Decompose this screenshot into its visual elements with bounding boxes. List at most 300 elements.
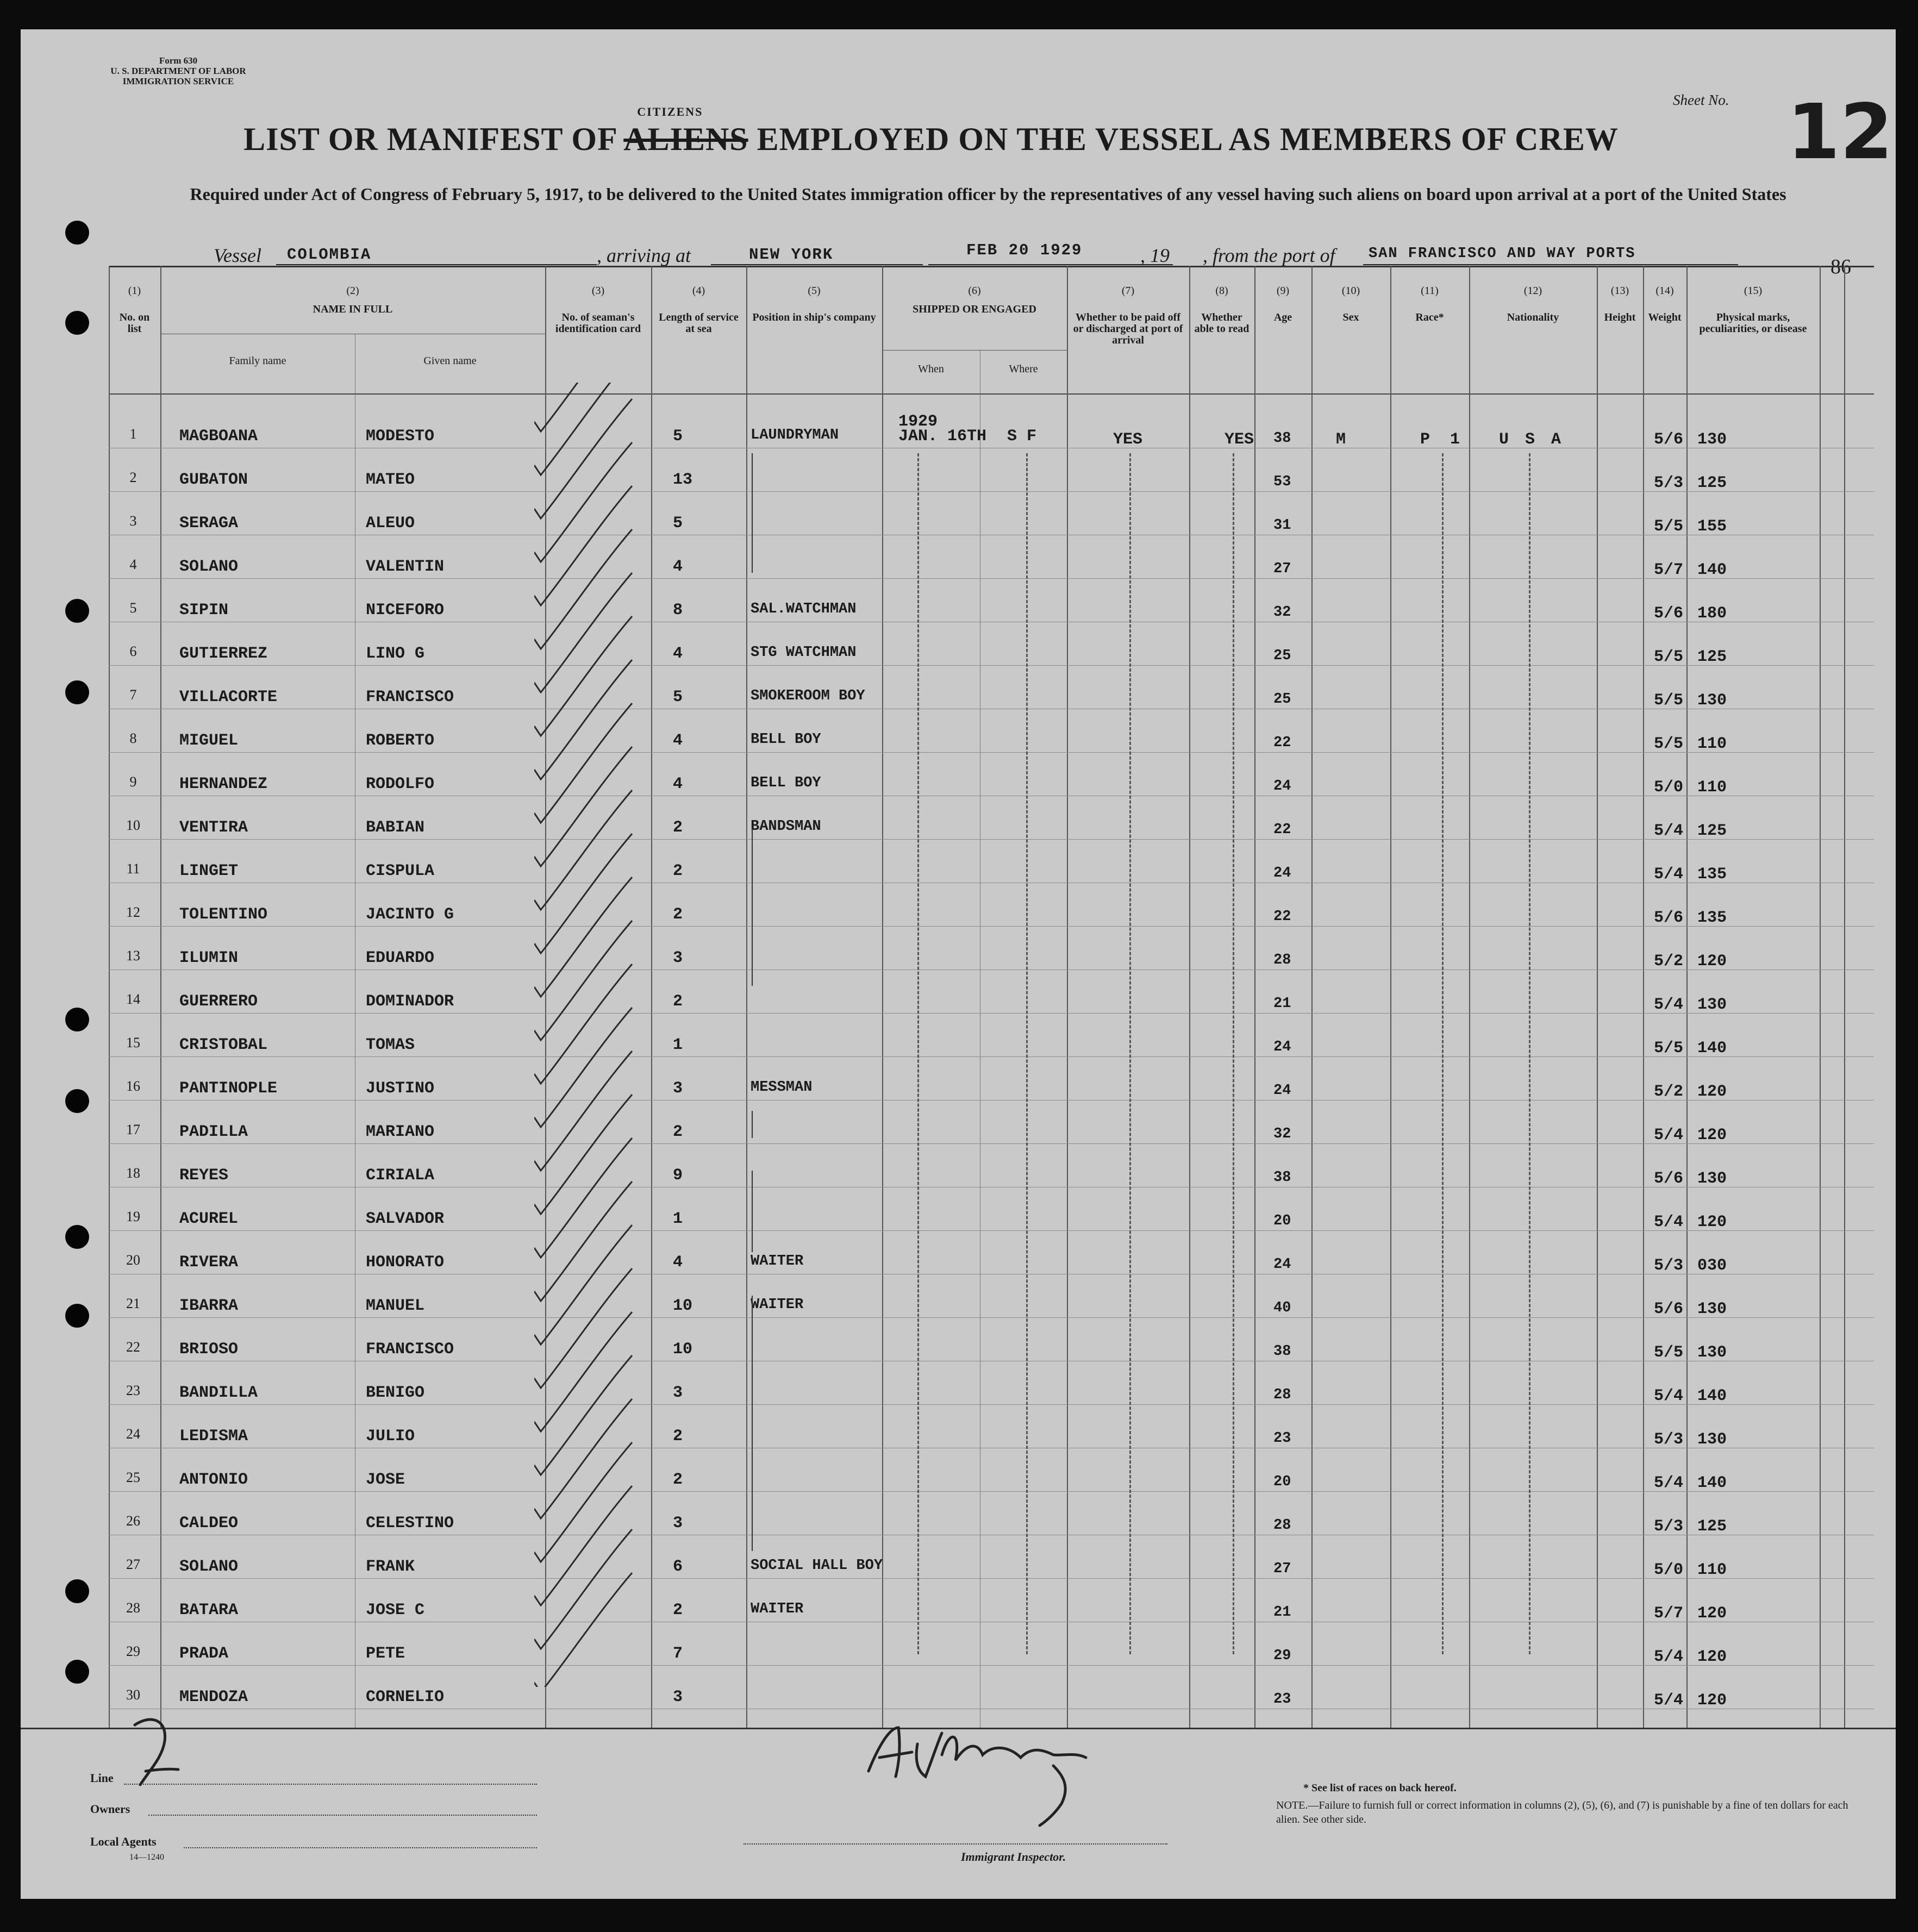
column-header: Race*	[1415, 311, 1444, 323]
height: 5/4	[1654, 1691, 1684, 1710]
given-name: CIRIALA	[366, 1166, 435, 1185]
age: 23	[1273, 1691, 1291, 1708]
height: 5/6	[1654, 909, 1684, 927]
length-of-service: 2	[673, 1427, 683, 1446]
age: 27	[1273, 561, 1291, 577]
weight: 135	[1697, 865, 1727, 884]
column-rule	[1189, 266, 1190, 1728]
page-number: 86	[1830, 255, 1851, 278]
position-ditto-bracket	[752, 1171, 753, 1252]
column-header: Age	[1273, 311, 1292, 323]
weight: 130	[1697, 430, 1727, 449]
row-rule	[109, 926, 1874, 927]
length-of-service: 2	[673, 1123, 683, 1141]
weight: 120	[1697, 1604, 1727, 1623]
given-name: MODESTO	[366, 427, 435, 446]
weight: 180	[1697, 604, 1727, 623]
year-label: , 19	[1140, 245, 1170, 266]
age: 32	[1273, 1126, 1291, 1142]
column-rule	[1820, 266, 1821, 1728]
length-of-service: 4	[673, 731, 683, 750]
from-port: SAN FRANCISCO AND WAY PORTS	[1369, 246, 1636, 262]
column-header: NAME IN FULL	[313, 303, 393, 315]
crew-table	[21, 29, 1896, 1899]
column-header: Weight	[1648, 311, 1682, 323]
weight: 110	[1697, 735, 1727, 753]
row-number: 2	[129, 470, 137, 485]
height: 5/4	[1654, 1126, 1684, 1145]
family-name: CRISTOBAL	[179, 1036, 268, 1054]
given-name: JOSE	[366, 1471, 405, 1489]
height: 5/4	[1654, 1387, 1684, 1405]
height: 5/7	[1654, 1604, 1684, 1623]
row-rule	[109, 1230, 1874, 1231]
family-name: SIPIN	[179, 601, 229, 620]
column-number: (14)	[1655, 285, 1674, 297]
family-name: PADILLA	[179, 1123, 248, 1141]
weight: 130	[1697, 1343, 1727, 1362]
weight: 130	[1697, 1430, 1727, 1449]
age: 25	[1273, 691, 1291, 708]
length-of-service: 2	[673, 1601, 683, 1620]
arrival-date-stamp: FEB 20 1929	[966, 241, 1083, 259]
family-name: GUBATON	[179, 471, 248, 489]
weight: 030	[1697, 1256, 1727, 1275]
age: 21	[1273, 1604, 1291, 1621]
line-field	[124, 1784, 537, 1785]
row-number: 29	[126, 1643, 140, 1659]
height: 5/3	[1654, 1517, 1684, 1536]
row-number: 19	[126, 1209, 140, 1224]
length-of-service: 9	[673, 1166, 683, 1185]
row-number: 17	[126, 1122, 140, 1137]
ditto-mark	[1129, 453, 1131, 1654]
column-header: Whether to be paid off or discharged at port of arrival	[1073, 311, 1183, 346]
position-ditto-bracket	[752, 1111, 753, 1138]
weight: 120	[1697, 1213, 1727, 1231]
column-subheader: When	[918, 363, 944, 375]
age: 31	[1273, 517, 1291, 534]
given-name: LINO G	[366, 645, 425, 663]
family-name: SOLANO	[179, 558, 239, 576]
weight: 155	[1697, 517, 1727, 536]
column-rule	[1844, 266, 1845, 1728]
row-rule	[109, 1665, 1874, 1666]
column-rule	[160, 266, 161, 1728]
age: 24	[1273, 778, 1291, 795]
position: BELL BOY	[751, 731, 821, 748]
weight: 140	[1697, 1039, 1727, 1058]
column-number: (13)	[1610, 285, 1629, 297]
weight: 125	[1697, 1517, 1727, 1536]
length-of-service: 3	[673, 949, 683, 967]
position: SOCIAL HALL BOY	[751, 1558, 883, 1574]
height: 5/6	[1654, 604, 1684, 623]
arriving-port: NEW YORK	[749, 246, 834, 264]
age: 27	[1273, 1561, 1291, 1577]
check-marks	[534, 383, 708, 1687]
row-rule	[109, 752, 1874, 753]
races-note: * See list of races on back hereof.	[1303, 1782, 1457, 1794]
column-subheader: Given name	[423, 355, 477, 367]
given-name: TOMAS	[366, 1036, 415, 1054]
age: 23	[1273, 1430, 1291, 1447]
row-number: 8	[129, 730, 137, 746]
height: 5/5	[1654, 691, 1684, 710]
given-name: MARIANO	[366, 1123, 435, 1141]
family-name: GUERRERO	[179, 992, 258, 1011]
column-header: Sex	[1342, 311, 1359, 323]
line-field-mark	[113, 1709, 200, 1796]
sheet-number: 12	[1787, 88, 1893, 177]
family-name: RIVERA	[179, 1253, 239, 1272]
weight: 125	[1697, 474, 1727, 492]
length-of-service: 4	[673, 775, 683, 793]
height: 5/4	[1654, 865, 1684, 884]
given-name: MANUEL	[366, 1297, 425, 1315]
row-number: 4	[129, 557, 137, 572]
column-number: (12)	[1523, 285, 1542, 297]
given-name: VALENTIN	[366, 558, 445, 576]
given-name: ALEUO	[366, 514, 415, 533]
row-number: 25	[126, 1470, 140, 1485]
length-of-service: 2	[673, 1471, 683, 1489]
family-name: VILLACORTE	[179, 688, 278, 706]
height: 5/4	[1654, 1648, 1684, 1666]
height: 5/0	[1654, 1561, 1684, 1579]
length-of-service: 10	[673, 1340, 693, 1359]
owners-label: Owners	[90, 1802, 130, 1816]
family-name: BANDILLA	[179, 1384, 258, 1402]
family-name: HERNANDEZ	[179, 775, 268, 793]
given-name: EDUARDO	[366, 949, 435, 967]
column-header: Nationality	[1507, 311, 1559, 323]
row-number: 6	[129, 643, 137, 659]
column-header: Length of service at sea	[659, 311, 739, 335]
given-name: JACINTO G	[366, 905, 454, 924]
line-label: Line	[90, 1771, 114, 1785]
height: 5/6	[1654, 430, 1684, 449]
ditto-mark	[1026, 453, 1028, 1654]
length-of-service: 1	[673, 1210, 683, 1228]
height: 5/2	[1654, 1083, 1684, 1101]
family-name: MENDOZA	[179, 1688, 248, 1706]
department: U. S. DEPARTMENT OF LABOR	[110, 66, 246, 76]
age: 24	[1273, 1039, 1291, 1055]
position: MESSMAN	[751, 1079, 813, 1096]
age: 38	[1273, 1170, 1291, 1186]
ditto-mark	[1233, 453, 1234, 1654]
row-number: 14	[126, 991, 140, 1007]
family-name: GUTIERREZ	[179, 645, 268, 663]
column-rule	[109, 266, 110, 1728]
row-rule	[109, 491, 1874, 492]
family-name: ACUREL	[179, 1210, 239, 1228]
sex: M	[1336, 430, 1346, 449]
form-number: Form 630	[159, 55, 198, 66]
from-port-label: , from the port of	[1203, 245, 1335, 266]
column-header: Position in ship's company	[752, 311, 876, 323]
column-header: Height	[1604, 311, 1636, 323]
column-header: Physical marks, peculiarities, or disease	[1699, 311, 1807, 335]
given-name: CELESTINO	[366, 1514, 454, 1533]
weight: 140	[1697, 1387, 1727, 1405]
column-number: (11)	[1421, 285, 1439, 297]
vessel-label: Vessel	[214, 245, 261, 266]
given-name: JULIO	[366, 1427, 415, 1446]
length-of-service: 2	[673, 905, 683, 924]
age: 32	[1273, 604, 1291, 621]
height: 5/3	[1654, 1256, 1684, 1275]
column-header: No. of seaman's identification card	[555, 311, 641, 335]
column-rule	[1390, 266, 1391, 1728]
weight: 120	[1697, 1083, 1727, 1101]
family-name: LEDISMA	[179, 1427, 248, 1446]
weight: 120	[1697, 1691, 1727, 1710]
position: WAITER	[751, 1297, 804, 1313]
height: 5/3	[1654, 1430, 1684, 1449]
given-name: PETE	[366, 1645, 405, 1663]
race: P	[1420, 430, 1430, 449]
row-number: 24	[126, 1426, 140, 1442]
table-top-border	[109, 266, 1874, 267]
family-name: ILUMIN	[179, 949, 239, 967]
weight: 140	[1697, 1474, 1727, 1492]
owners-field	[148, 1815, 537, 1816]
length-of-service: 5	[673, 427, 683, 446]
penalty-note: NOTE.—Failure to furnish full or correct information in columns (2), (5), (6), and (7) is punishable by a fine of ten dollars for each alien. See other side.	[1276, 1799, 1848, 1825]
arriving-label: , arriving at	[597, 245, 691, 266]
age: 40	[1273, 1300, 1291, 1316]
given-name: HONORATO	[366, 1253, 445, 1272]
length-of-service: 13	[673, 471, 693, 489]
title-inserted-word: CITIZENS	[637, 105, 703, 118]
height: 5/5	[1654, 735, 1684, 753]
column-rule	[1597, 266, 1598, 1728]
column-number: (6)	[968, 285, 981, 297]
given-name: RODOLFO	[366, 775, 435, 793]
height: 5/7	[1654, 561, 1684, 579]
column-rule	[1254, 266, 1255, 1728]
ditto-mark	[917, 453, 919, 1654]
weight: 125	[1697, 648, 1727, 666]
family-name: CALDEO	[179, 1514, 239, 1533]
local-agents-field	[184, 1847, 537, 1848]
age: 22	[1273, 822, 1291, 838]
age: 28	[1273, 952, 1291, 968]
length-of-service: 3	[673, 1384, 683, 1402]
age: 22	[1273, 909, 1291, 925]
age: 21	[1273, 996, 1291, 1012]
row-number: 18	[126, 1165, 140, 1181]
length-of-service: 4	[673, 645, 683, 663]
row-rule	[109, 1056, 1874, 1057]
title-struck-word: ALIENS CITIZENS	[623, 105, 748, 157]
given-name: CORNELIO	[366, 1688, 445, 1706]
length-of-service: 3	[673, 1514, 683, 1533]
age: 25	[1273, 648, 1291, 664]
column-rule	[1643, 266, 1644, 1728]
column-rule	[1311, 266, 1313, 1728]
column-subheader: Where	[1009, 363, 1038, 375]
family-name: IBARRA	[179, 1297, 239, 1315]
column-rule	[1686, 266, 1688, 1728]
position: WAITER	[751, 1601, 804, 1617]
form-code: 14—1240	[129, 1853, 164, 1862]
family-name: LINGET	[179, 862, 239, 880]
position-ditto-bracket	[752, 453, 753, 573]
row-rule	[109, 839, 1874, 840]
header-bottom-border	[109, 393, 1874, 395]
given-name: FRANCISCO	[366, 1340, 454, 1359]
row-number: 1	[129, 426, 137, 442]
length-of-service: 6	[673, 1558, 683, 1576]
column-number: (2)	[346, 285, 359, 297]
column-header: Whether able to read	[1194, 311, 1249, 335]
manifest-sheet	[21, 29, 1896, 1899]
able-to-read: YES	[1224, 430, 1254, 449]
shipped-when: JAN. 16TH	[898, 427, 987, 446]
height: 5/4	[1654, 996, 1684, 1014]
length-of-service: 2	[673, 862, 683, 880]
inspector-signature	[847, 1695, 1129, 1836]
family-name: MIGUEL	[179, 731, 239, 750]
given-name: BENIGO	[366, 1384, 425, 1402]
column-number: (8)	[1215, 285, 1228, 297]
weight: 130	[1697, 1300, 1727, 1318]
position: STG WATCHMAN	[751, 645, 857, 661]
column-rule	[1067, 266, 1068, 1728]
length-of-service: 2	[673, 992, 683, 1011]
family-name: SOLANO	[179, 1558, 239, 1576]
column-number: (1)	[128, 285, 141, 297]
shipped-where: S F	[1007, 427, 1037, 446]
family-name: PANTINOPLE	[179, 1079, 278, 1098]
row-number: 20	[126, 1252, 140, 1268]
column-rule	[1469, 266, 1470, 1728]
row-rule	[109, 578, 1874, 579]
age: 38	[1273, 430, 1291, 447]
age: 29	[1273, 1648, 1291, 1664]
ditto-mark	[1442, 453, 1444, 1654]
age: 24	[1273, 1083, 1291, 1099]
length-of-service: 5	[673, 514, 683, 533]
title-prefix: LIST OR MANIFEST OF	[243, 121, 617, 157]
weight: 130	[1697, 1170, 1727, 1188]
nationality: U S A	[1499, 430, 1565, 449]
given-name: ROBERTO	[366, 731, 435, 750]
weight: 110	[1697, 1561, 1727, 1579]
row-number: 13	[126, 948, 140, 964]
age: 22	[1273, 735, 1291, 751]
row-rule	[109, 1100, 1874, 1101]
given-name: FRANCISCO	[366, 688, 454, 706]
length-of-service: 1	[673, 1036, 683, 1054]
row-number: 15	[126, 1035, 140, 1051]
sheet-label: Sheet No.	[1673, 92, 1729, 108]
column-number: (10)	[1341, 285, 1360, 297]
length-of-service: 2	[673, 818, 683, 837]
row-rule	[109, 1143, 1874, 1144]
age: 24	[1273, 865, 1291, 881]
position: LAUNDRYMAN	[751, 427, 839, 443]
height: 5/6	[1654, 1300, 1684, 1318]
column-rule	[746, 266, 747, 1728]
position-ditto-bracket	[752, 1296, 753, 1551]
age: 20	[1273, 1474, 1291, 1490]
length-of-service: 5	[673, 688, 683, 706]
family-name: TOLENTINO	[179, 905, 268, 924]
length-of-service: 10	[673, 1297, 693, 1315]
shipped-year: 1929	[898, 412, 938, 431]
weight: 130	[1697, 691, 1727, 710]
weight: 140	[1697, 561, 1727, 579]
service: IMMIGRATION SERVICE	[122, 76, 234, 86]
row-number: 10	[126, 817, 140, 833]
weight: 120	[1697, 1648, 1727, 1666]
column-header: No. on list	[119, 311, 150, 335]
given-name: CISPULA	[366, 862, 435, 880]
row-rule	[109, 665, 1874, 666]
weight: 110	[1697, 778, 1727, 797]
family-name: BATARA	[179, 1601, 239, 1620]
weight: 120	[1697, 952, 1727, 971]
weight: 130	[1697, 996, 1727, 1014]
position: SAL.WATCHMAN	[751, 601, 857, 617]
family-name: REYES	[179, 1166, 229, 1185]
inspector-label: Immigrant Inspector.	[961, 1850, 1066, 1864]
inspector-line	[744, 1843, 1167, 1845]
height: 5/3	[1654, 474, 1684, 492]
age: 28	[1273, 1387, 1291, 1403]
given-name: JOSE C	[366, 1601, 425, 1620]
family-name: BRIOSO	[179, 1340, 239, 1359]
ditto-mark	[1529, 453, 1530, 1654]
position: BELL BOY	[751, 775, 821, 791]
length-of-service: 3	[673, 1688, 683, 1706]
position: WAITER	[751, 1253, 804, 1270]
row-number: 30	[126, 1687, 140, 1703]
column-number: (9)	[1276, 285, 1290, 297]
row-number: 27	[126, 1556, 140, 1572]
height: 5/5	[1654, 517, 1684, 536]
column-subheader: Family name	[229, 355, 286, 367]
length-of-service: 3	[673, 1079, 683, 1098]
row-number: 7	[129, 687, 137, 703]
height: 5/5	[1654, 1039, 1684, 1058]
race-code: 1	[1450, 430, 1460, 449]
height: 5/5	[1654, 1343, 1684, 1362]
row-rule	[109, 1578, 1874, 1579]
row-rule	[109, 1491, 1874, 1492]
row-number: 5	[129, 600, 137, 616]
vessel-name: COLOMBIA	[287, 246, 372, 264]
weight: 125	[1697, 822, 1727, 840]
row-number: 23	[126, 1383, 140, 1398]
age: 28	[1273, 1517, 1291, 1534]
subtitle: Required under Act of Congress of February 5, 1917, to be delivered to the United States immigration officer by the representatives of any vessel having such aliens on board upon arrival at a port of the United States	[190, 184, 1786, 204]
row-number: 21	[126, 1296, 140, 1311]
given-name: NICEFORO	[366, 601, 445, 620]
row-number: 3	[129, 513, 137, 529]
row-rule	[109, 1013, 1874, 1014]
row-rule	[109, 1317, 1874, 1318]
column-number: (3)	[591, 285, 605, 297]
family-name: ANTONIO	[179, 1471, 248, 1489]
weight: 120	[1697, 1126, 1727, 1145]
position: SMOKEROOM BOY	[751, 688, 865, 704]
age: 53	[1273, 474, 1291, 490]
